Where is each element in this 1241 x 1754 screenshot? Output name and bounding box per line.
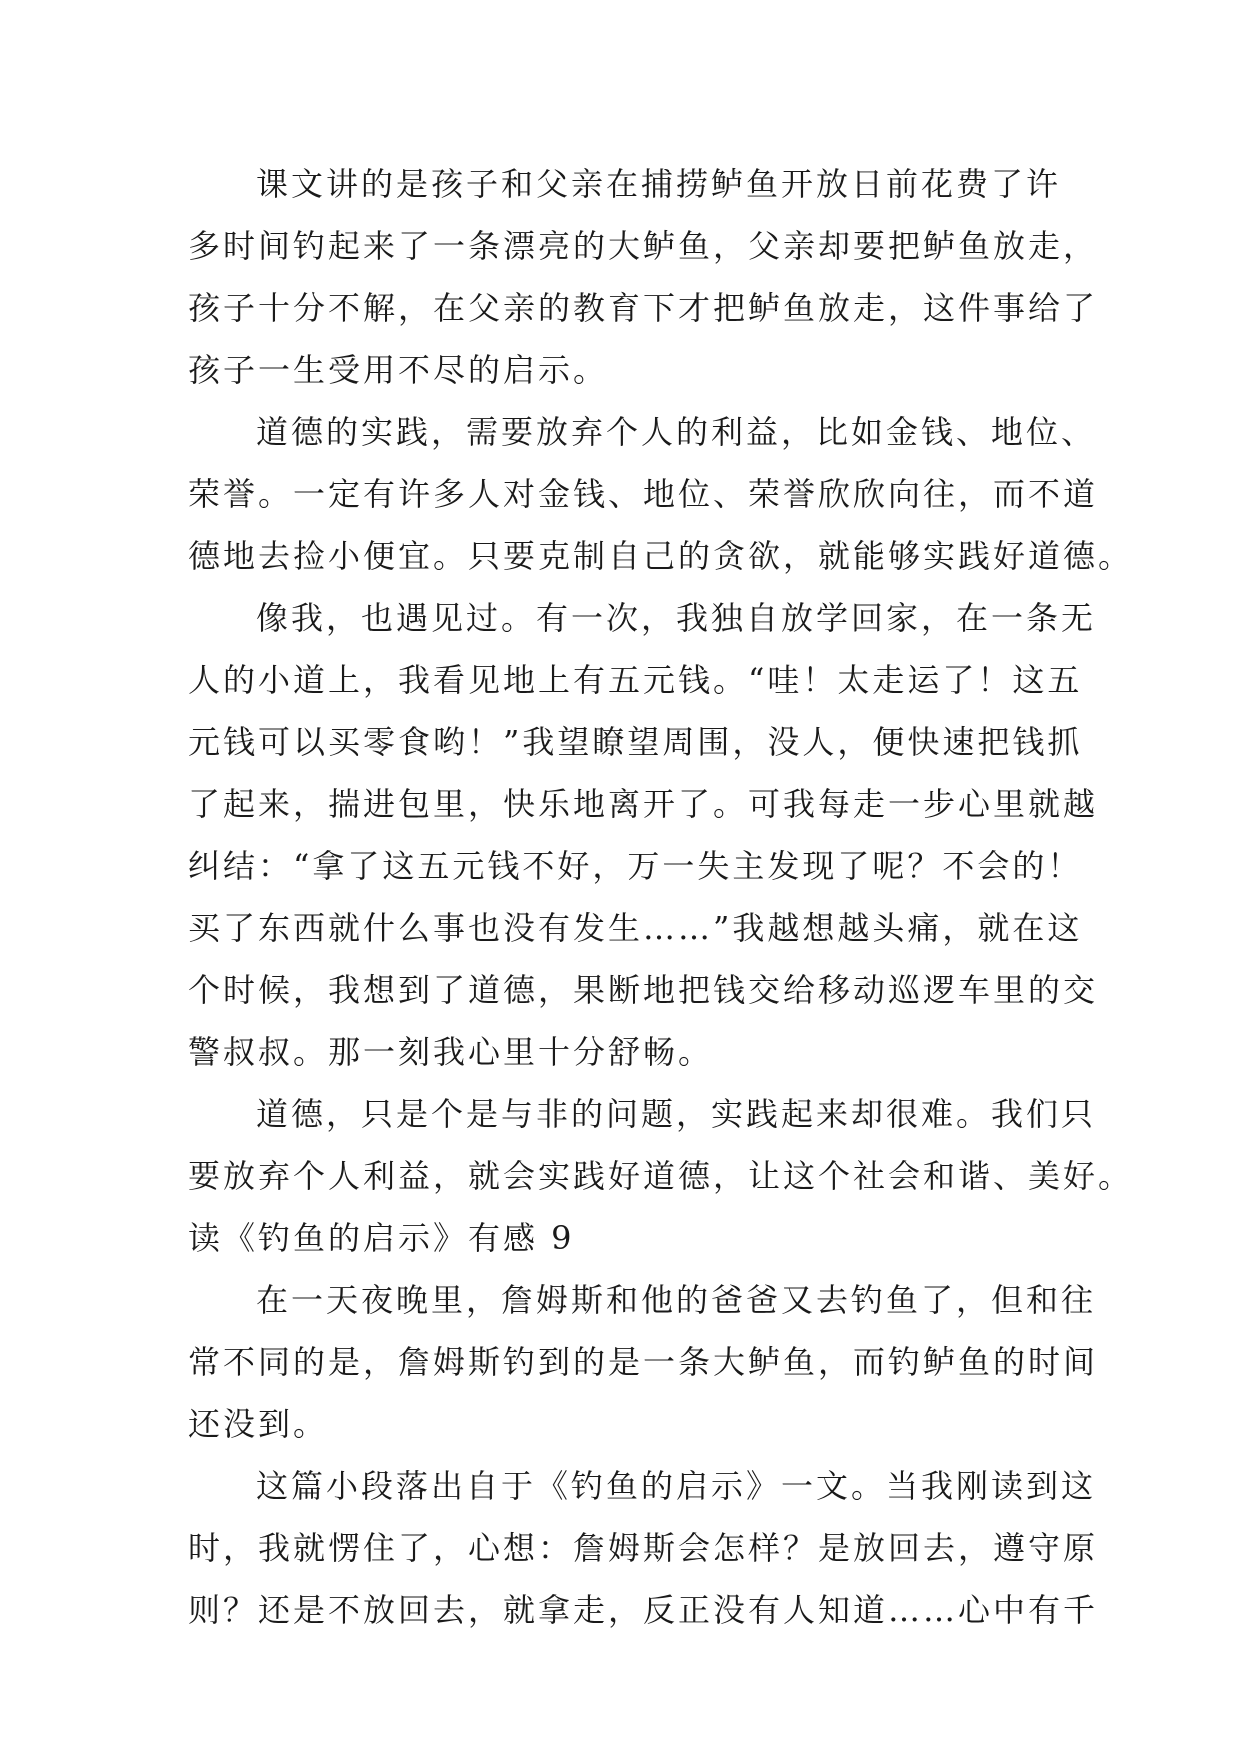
text-line: 要放弃个人利益，就会实践好道德，让这个社会和谐、美好。 xyxy=(188,1157,1134,1195)
text-line: 像我，也遇见过。有一次，我独自放学回家，在一条无 xyxy=(256,599,1097,637)
text-line: 这篇小段落出自于《钓鱼的启示》一文。当我刚读到这 xyxy=(256,1467,1097,1505)
text-line: 纠结：“拿了这五元钱不好，万一失主发现了呢？不会的！ xyxy=(188,847,1083,885)
text-line: 警叔叔。那一刻我心里十分舒畅。 xyxy=(188,1033,714,1071)
text-line: 个时候，我想到了道德，果断地把钱交给移动巡逻车里的交 xyxy=(188,971,1099,1009)
text-line: 元钱可以买零食哟！”我望瞭望周围，没人，便快速把钱抓 xyxy=(188,723,1083,761)
text-line: 了起来，揣进包里，快乐地离开了。可我每走一步心里就越 xyxy=(188,785,1099,823)
section-title: 读《钓鱼的启示》有感 9 xyxy=(188,1219,575,1257)
text-line: 则？还是不放回去，就拿走，反正没有人知道……心中有千 xyxy=(188,1591,1099,1629)
text-line: 买了东西就什么事也没有发生……”我越想越头痛，就在这 xyxy=(188,909,1083,947)
text-line: 在一天夜晚里，詹姆斯和他的爸爸又去钓鱼了，但和往 xyxy=(256,1281,1097,1319)
document-body xyxy=(188,153,1134,1641)
text-line: 还没到。 xyxy=(188,1405,329,1443)
text-line: 道德的实践，需要放弃个人的利益，比如金钱、地位、 xyxy=(256,413,1097,451)
text-line: 多时间钓起来了一条漂亮的大鲈鱼，父亲却要把鲈鱼放走， xyxy=(188,227,1099,265)
text-line: 道德，只是个是与非的问题，实践起来却很难。我们只 xyxy=(256,1095,1097,1133)
text-line: 人的小道上，我看见地上有五元钱。“哇！太走运了！这五 xyxy=(188,661,1083,699)
text-line: 孩子一生受用不尽的启示。 xyxy=(188,351,609,389)
text-line: 课文讲的是孩子和父亲在捕捞鲈鱼开放日前花费了许 xyxy=(256,165,1062,203)
text-line: 孩子十分不解，在父亲的教育下才把鲈鱼放走，这件事给了 xyxy=(188,289,1099,327)
text-line: 常不同的是，詹姆斯钓到的是一条大鲈鱼，而钓鲈鱼的时间 xyxy=(188,1343,1099,1381)
text-line: 德地去捡小便宜。只要克制自己的贪欲，就能够实践好道德。 xyxy=(188,537,1134,575)
text-line: 时，我就愣住了，心想：詹姆斯会怎样？是放回去，遵守原 xyxy=(188,1529,1099,1567)
text-line: 荣誉。一定有许多人对金钱、地位、荣誉欣欣向往，而不道 xyxy=(188,475,1099,513)
